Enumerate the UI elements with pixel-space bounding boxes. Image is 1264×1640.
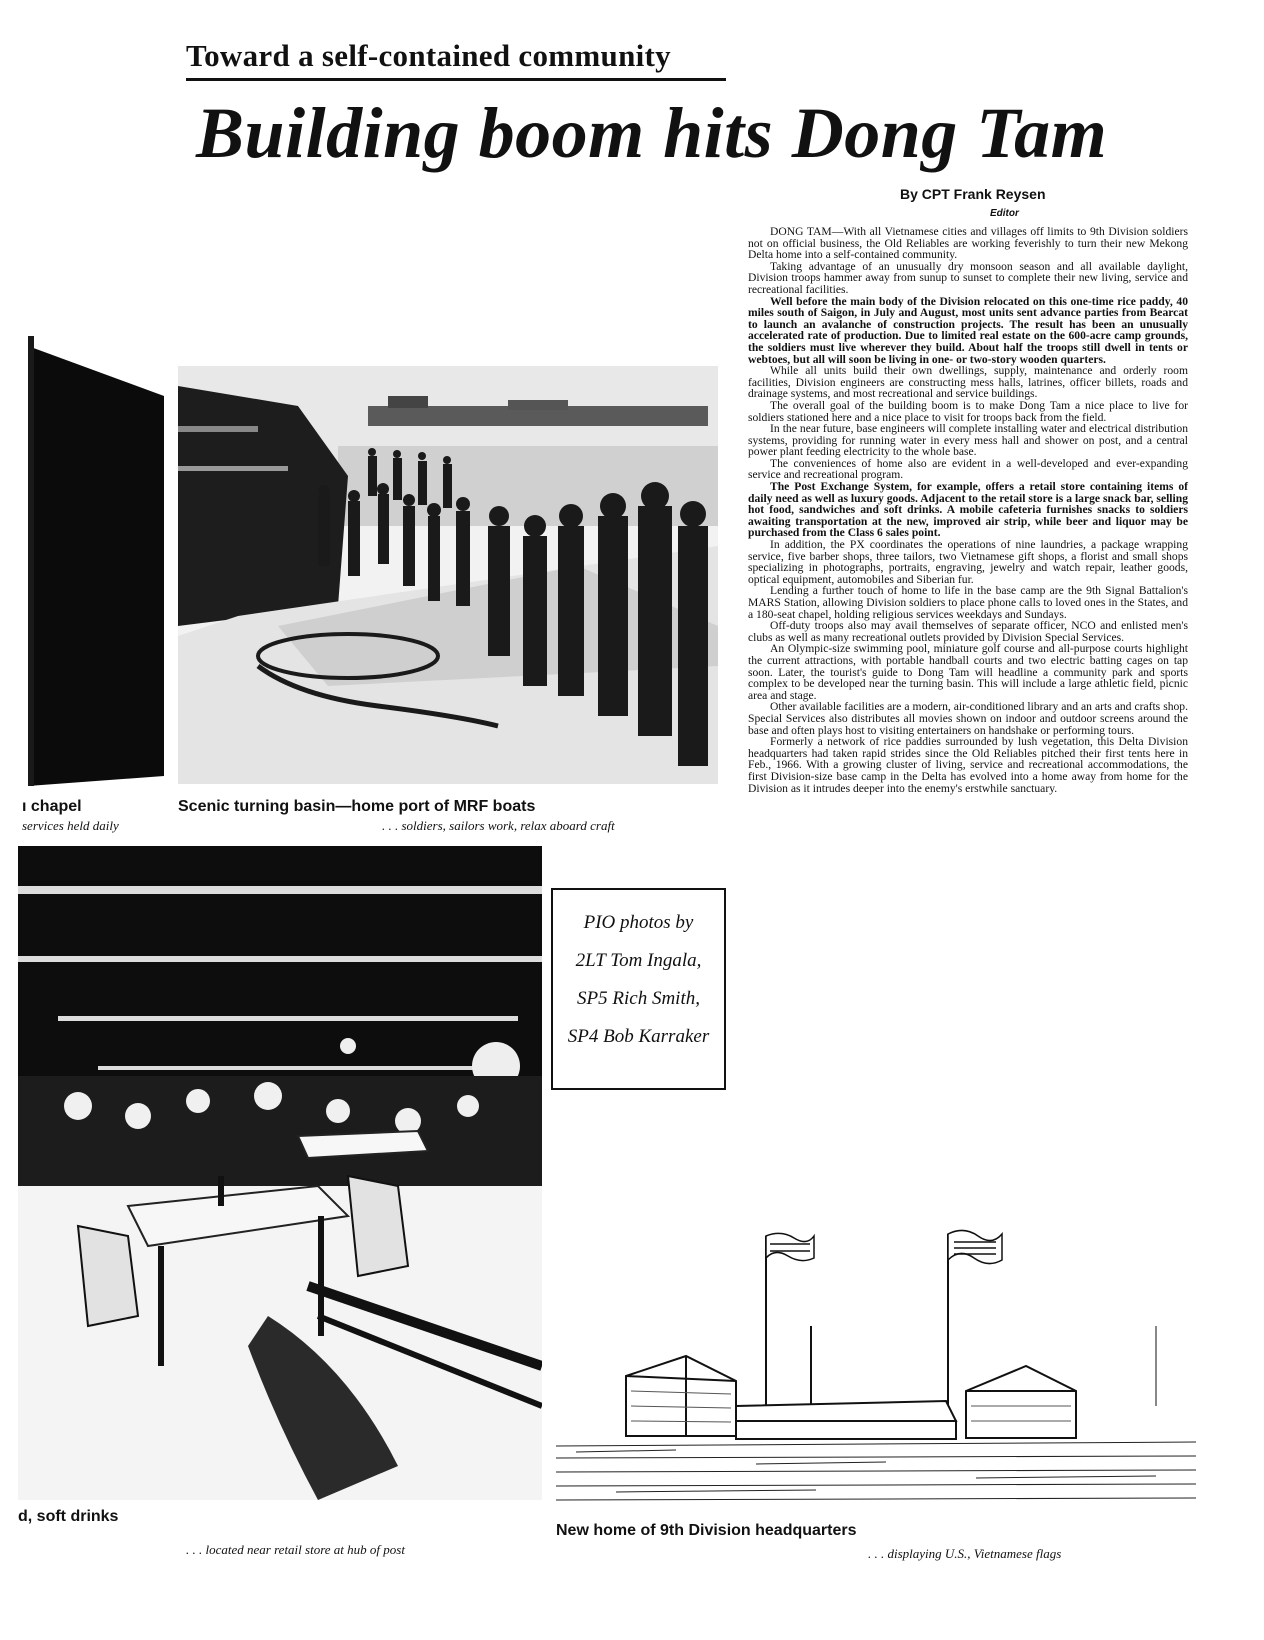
photo-credit-line: SP4 Bob Karraker bbox=[567, 1026, 710, 1047]
main-headline: Building boom hits Dong Tam bbox=[196, 93, 1108, 173]
article-paragraph: Formerly a network of rice paddies surrounded by lush vegetation, this Delta Division headquarters had taken rapid strides since the Old Reliables pitched their first tents here in Feb., 1966. With a growing cluster of living, service and recreational accommodations, the first Division-size base camp in the Delta has evolved into a home away from home for the Division as it intrudes deeper into the enemy's erstwhile sanctuary. bbox=[748, 735, 1188, 795]
photo-credit-line: PIO photos by bbox=[583, 912, 694, 933]
article-paragraph: In the near future, base engineers will complete installing water and electrical distribution systems, providing for running water in every mess hall and shower on post, and a central power plant feeding electricity to the whole base. bbox=[748, 422, 1188, 459]
turning-basin-photo bbox=[178, 366, 718, 784]
article-paragraph: The conveniences of home also are evident in a well-developed and ever-expanding service and recreational program. bbox=[748, 456, 1188, 482]
basin-caption-sub: . . . soldiers, sailors work, relax aboard craft bbox=[382, 818, 615, 833]
snack-caption-sub: . . . located near retail store at hub of post bbox=[186, 1542, 405, 1557]
photo-credit-line: 2LT Tom Ingala, bbox=[575, 950, 702, 971]
article-paragraph: Well before the main body of the Division relocated on this one-time rice paddy, 40 miles south of Saigon, in July and August, most units sent advance parties from Bearcat to launch an avalanche of construction projects. The result has been an unusually accelerated rate of production. Due to limited real estate on the 600-acre camp grounds, the soldiers must live wherever they build. About half the troops still dwell in tents or webtoes, but all will soon be living in one- or two-story wooden quarters. bbox=[748, 294, 1188, 366]
basin-caption-title: Scenic turning basin—home port of MRF boats bbox=[178, 798, 536, 815]
article-paragraph: The overall goal of the building boom is to make Dong Tam a nice place to live for soldiers stationed here and a nice place to visit for troops back from the field. bbox=[748, 398, 1188, 424]
byline: By CPT Frank Reysen bbox=[900, 186, 1046, 202]
byline-role: Editor bbox=[990, 208, 1019, 219]
article-paragraph: While all units build their own dwellings, supply, maintenance and orderly room facilities, Division engineers are constructing mess halls, latrines, officer billets, roads and drainage systems, and most recreational and service buildings. bbox=[748, 364, 1188, 401]
article-paragraph: Lending a further touch of home to life in the base camp are the 9th Signal Battalion's MARS Station, allowing Division soldiers to place phone calls to loved ones in the States, and a 180-seat chapel, holding religious services weekdays and Sundays. bbox=[748, 584, 1188, 621]
snack-bar-photo bbox=[18, 846, 542, 1500]
article-body bbox=[748, 226, 1188, 794]
snack-caption-title: d, soft drinks bbox=[18, 1508, 119, 1525]
article-paragraph: Off-duty troops also may avail themselves of separate officer, NCO and enlisted men's clubs as well as many recreational outlets provided by Division Special Services. bbox=[748, 619, 1188, 644]
chapel-caption-title: ı chapel bbox=[22, 798, 82, 815]
kicker-headline: Toward a self-contained community bbox=[186, 38, 671, 73]
kicker-underline bbox=[186, 78, 726, 81]
photo-credit-box bbox=[551, 888, 726, 1090]
article-paragraph: The Post Exchange System, for example, offers a retail store containing items of daily need as well as luxury goods. Adjacent to the retail store is a large snack bar, selling hot food, sandwiches and soft drinks. A mobile cafeteria furnishes snacks to soldiers awaiting transportation at the new, improved air strip, while beer and liquor may be purchased from the Class 6 sales point. bbox=[748, 480, 1188, 540]
article-paragraph: In addition, the PX coordinates the operations of nine laundries, a package wrapping service, five barber shops, three tailors, two Vietnamese gift shops, a florist and small shops specializing in photographs, portraits, engraving, jewelry and watch repair, leather goods, optical equipment, automobiles and Siberian fur. bbox=[748, 538, 1188, 586]
article-paragraph: Taking advantage of an unusually dry monsoon season and all available daylight, Division troops hammer away from sunup to sunset to complete their new living, service and recreational facilities. bbox=[748, 259, 1188, 296]
headquarters-drawing bbox=[556, 1206, 1196, 1512]
hq-caption-title: New home of 9th Division headquarters bbox=[556, 1522, 857, 1539]
article-paragraph: Other available facilities are a modern, air-conditioned library and an arts and crafts shop. Special Services also distributes all movies shown on indoor and outdoor screens around the base and often plays host to visiting entertainers on handshake or performing tours. bbox=[748, 700, 1188, 737]
photo-credit-line: SP5 Rich Smith, bbox=[577, 988, 700, 1009]
article-paragraph: DONG TAM—With all Vietnamese cities and villages off limits to 9th Division soldiers not on official business, the Old Reliables are working feverishly to turn their new Mekong Delta home into a self-contained community. bbox=[748, 225, 1188, 262]
hq-caption-sub: . . . displaying U.S., Vietnamese flags bbox=[868, 1546, 1062, 1561]
chapel-photo bbox=[28, 336, 164, 786]
chapel-caption-sub: services held daily bbox=[22, 818, 119, 833]
article-paragraph: An Olympic-size swimming pool, miniature golf course and all-purpose courts highlight the current attractions, with portable handball courts and two electric batting cages on tap soon. Later, the tourist's guide to Dong Tam will headline a community park and sports complex to be developed near the turning basin. This will include a large athletic field, picnic area and stage. bbox=[748, 642, 1188, 702]
